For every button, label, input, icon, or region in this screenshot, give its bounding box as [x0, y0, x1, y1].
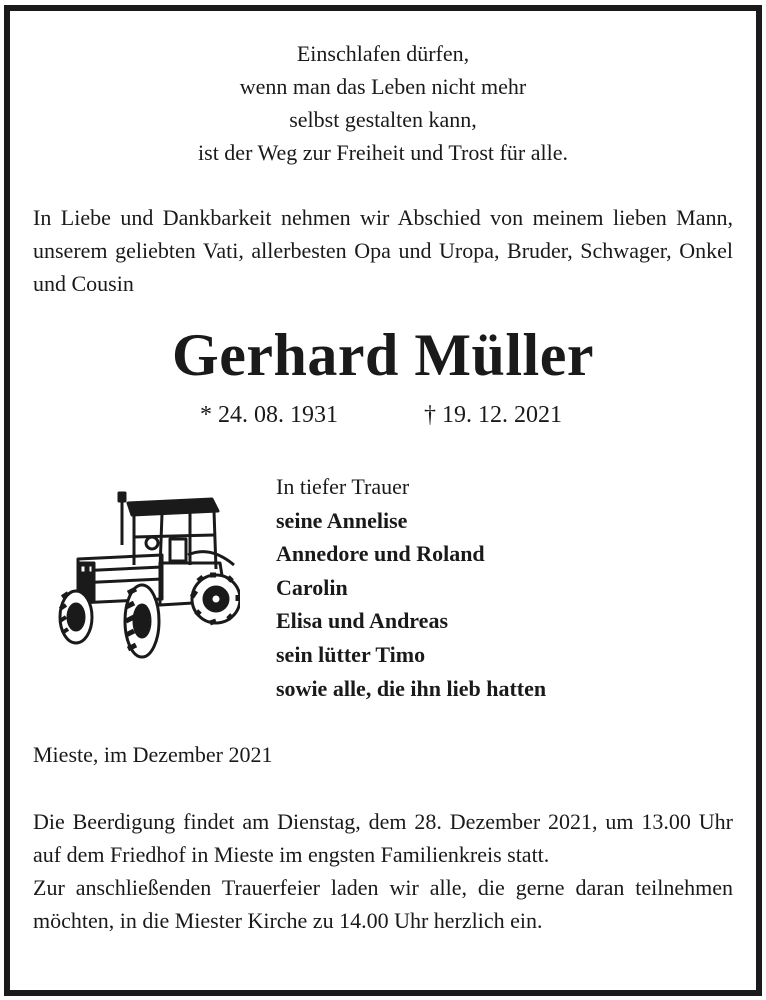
obituary-frame	[4, 5, 762, 996]
poem-line: wenn man das Leben nicht mehr	[239, 74, 527, 99]
poem-line: selbst gestalten kann,	[289, 107, 477, 132]
mourner-name: sein lütter Timo	[276, 641, 426, 667]
mourner-name: seine Annelise	[276, 507, 408, 533]
mourners-lead: In tiefer Trauer	[276, 474, 410, 499]
intro-text: In Liebe und Dankbarkeit nehmen wir Abschied von meinem lieben Mann, unserem geliebten Vati, allerbesten Opa und Uropa, Bruder, Schwager, Onkel und Cousin	[33, 205, 733, 296]
birth-date: * 24. 08. 1931	[200, 402, 338, 428]
mourner-name: Annedore und Roland	[276, 541, 485, 567]
tractor-icon	[50, 489, 240, 661]
place-date: Mieste, im Dezember 2021	[33, 742, 273, 767]
deceased-name: Gerhard Müller	[172, 322, 594, 388]
mourners-list	[276, 470, 736, 705]
poem-line: ist der Weg zur Freiheit und Trost für alle.	[198, 140, 568, 165]
funeral-notice	[33, 805, 733, 937]
reception-paragraph: Zur anschließenden Trauerfeier laden wir alle, die gerne daran teilnehmen möchten, in die Miester Kirche zu 14.00 Uhr herzlich ein.	[33, 875, 733, 933]
funeral-paragraph: Die Beerdigung findet am Dienstag, dem 28. Dezember 2021, um 13.00 Uhr auf dem Friedhof in Mieste im engsten Familienkreis statt.	[33, 809, 733, 867]
poem-line: Einschlafen dürfen,	[296, 41, 470, 66]
poem	[10, 37, 756, 169]
death-date: † 19. 12. 2021	[424, 402, 562, 428]
mourner-name: sowie alle, die ihn lieb hatten	[276, 675, 547, 701]
mourner-name: Elisa und Andreas	[276, 608, 449, 634]
mourner-name: Carolin	[276, 574, 348, 600]
